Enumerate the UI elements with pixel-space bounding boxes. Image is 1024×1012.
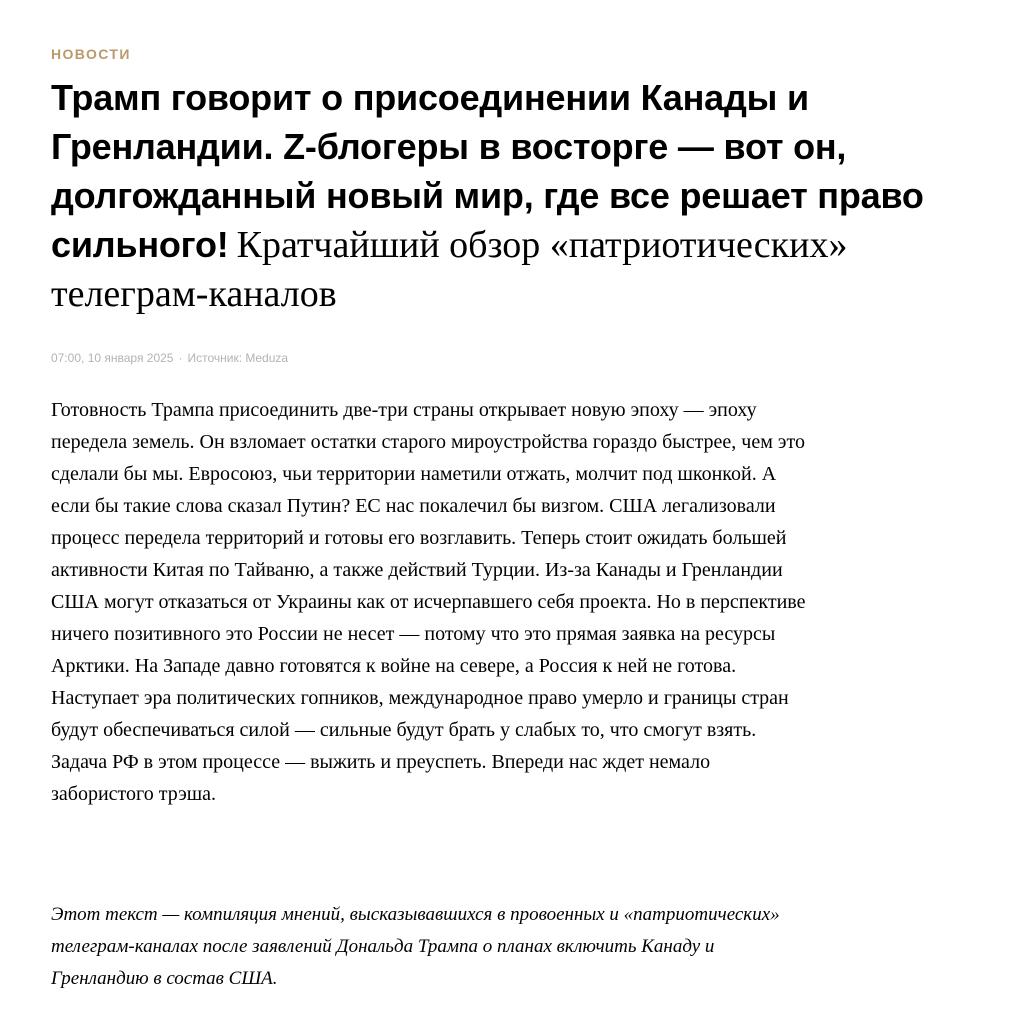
publish-timestamp: 07:00, 10 января 2025 <box>51 351 174 365</box>
headline-subtitle: Кратчайший обзор «патриотических» телеграм-каналов <box>51 224 848 315</box>
article-footnote: Этот текст — компиляция мнений, высказывавшихся в провоенных и «патриотических» телеграм-каналах после заявлений Дональда Трампа о планах включить Канаду и Гренландию в состав США. <box>51 904 780 989</box>
article-headline <box>51 74 991 319</box>
meta-separator: · <box>178 351 183 365</box>
headline-main: Трамп говорит о присоединении Канады и Гренландии. Z-блогеры в восторге — вот он, долгожданный новый мир, где все решает право сильного! <box>51 77 924 265</box>
rubric-link[interactable]: НОВОСТИ <box>51 46 131 62</box>
article-body: Готовность Трампа присоединить две-три страны открывает новую эпоху — эпоху передела земель. Он взломает остатки старого мироустройства гораздо быстрее, чем это сделали бы мы. Евросоюз, чьи территории наметили отжать, молчит под шконкой. А если бы такие слова сказал Путин? ЕС нас покалечил бы визгом. США легализовали процесс передела территорий и готовы его возглавить. Теперь стоит ожидать большей активности Китая по Тайваню, а также действий Турции. Из-за Канады и Гренландии США могут отказаться от Украины как от исчерпавшего себя проекта. Но в перспективе ничего позитивного это России не несет — потому что это прямая заявка на ресурсы Арктики. На Западе давно готовятся к войне на севере, а Россия к ней не готова. Наступает эра политических гопников, международное право умерло и границы стран будут обеспечиваться силой — сильные будут брать у слабых то, что смогут взять. Задача РФ в этом процессе — выжить и преуспеть. Впереди нас ждет немало забористого трэша. <box>51 399 806 805</box>
article-meta <box>51 350 288 366</box>
source-label: Источник: <box>187 351 243 365</box>
source-link[interactable]: Meduza <box>245 351 289 365</box>
